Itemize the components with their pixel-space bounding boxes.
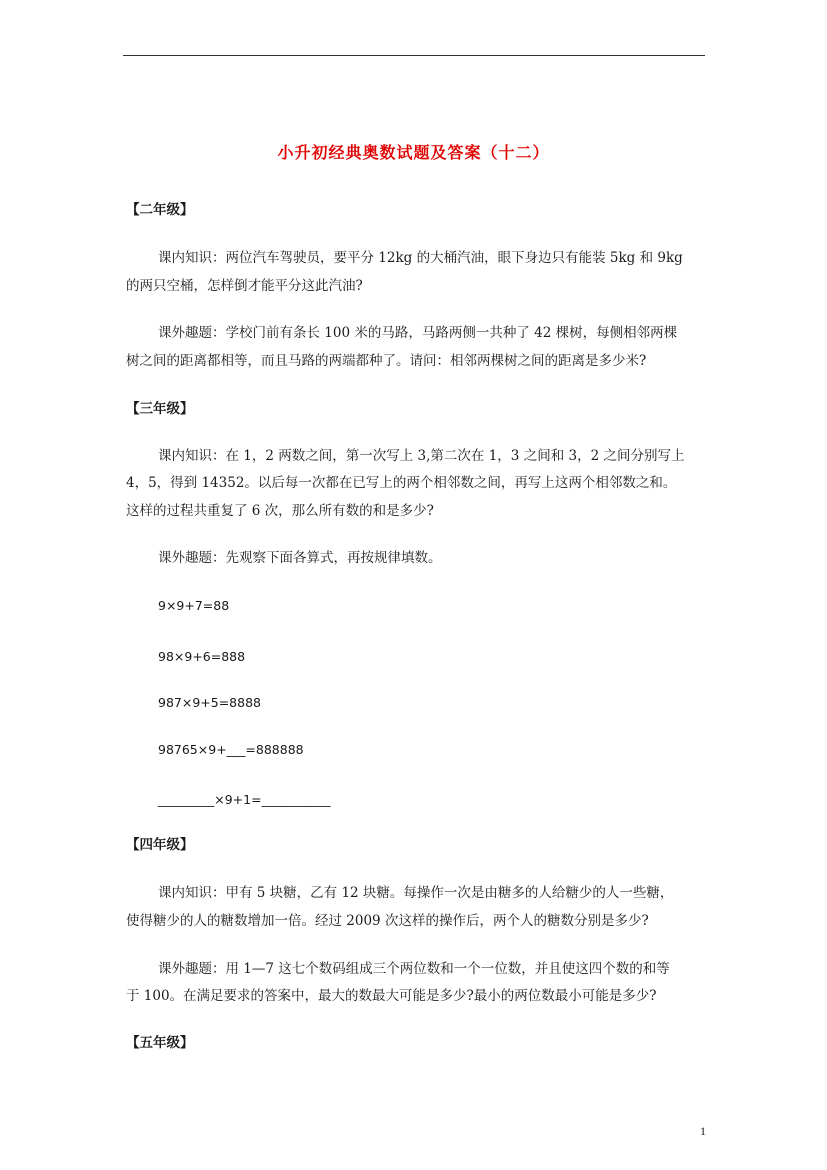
grade4-extra-line2: 于 100。在满足要求的答案中，最大的数最大可能是多少?最小的两位数最小可能是多少? (126, 988, 657, 1004)
grade3-heading: 【三年级】 (126, 401, 194, 417)
grade2-heading: 【二年级】 (126, 202, 194, 218)
grade5-heading: 【五年级】 (126, 1035, 194, 1051)
grade4-extra-line1: 课外趣题：用 1—7 这七个数码组成三个两位数和一个一位数，并且使这四个数的和等 (158, 961, 670, 977)
header-rule (123, 55, 705, 56)
grade2-extra-line2: 树之间的距离都相等，而且马路的两端都种了。请问：相邻两棵树之间的距离是多少米? (126, 353, 647, 369)
equation-1: 9×9+7=88 (158, 598, 230, 613)
equation-2: 98×9+6=888 (158, 649, 246, 664)
equation-5: _________×9+1=___________ (158, 792, 331, 807)
grade3-inclass-line3: 这样的过程共重复了 6 次，那么所有数的和是多少? (126, 503, 434, 519)
equation-4: 98765×9+___=888888 (158, 742, 304, 757)
grade3-inclass-line2: 4，5，得到 14352。以后每一次都在已写上的两个相邻数之间，再写上这两个相邻数之和。 (126, 475, 677, 491)
grade3-inclass-line1: 课内知识：在 1，2 两数之间，第一次写上 3,第二次在 1，3 之间和 3，2 之间分别写上 (158, 448, 685, 464)
grade2-inclass-line1: 课内知识：两位汽车驾驶员，要平分 12kg 的大桶汽油，眼下身边只有能装 5kg 和 9kg (158, 250, 683, 266)
grade3-extra-line1: 课外趣题：先观察下面各算式，再按规律填数。 (158, 550, 442, 566)
grade4-inclass-line1: 课内知识：甲有 5 块糖，乙有 12 块糖。每操作一次是由糖多的人给糖少的人一些糖， (158, 885, 674, 901)
grade4-heading: 【四年级】 (126, 837, 194, 853)
document-title: 小升初经典奥数试题及答案（十二） (277, 143, 550, 162)
equation-3: 987×9+5=8888 (158, 695, 261, 710)
grade2-inclass-line2: 的两只空桶，怎样倒才能平分这此汽油? (126, 278, 363, 294)
grade2-extra-line1: 课外趣题：学校门前有条长 100 米的马路，马路两侧一共种了 42 棵树，每侧相邻两棵 (158, 325, 678, 341)
page-number: 1 (700, 1124, 706, 1138)
grade4-inclass-line2: 使得糖少的人的糖数增加一倍。经过 2009 次这样的操作后，两个人的糖数分别是多少? (126, 913, 649, 929)
